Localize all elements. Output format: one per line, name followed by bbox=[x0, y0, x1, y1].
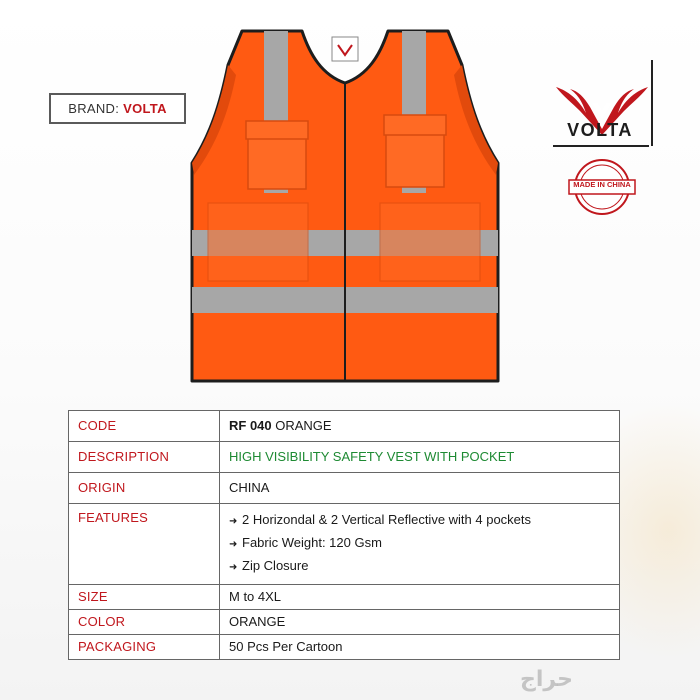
feature-text: Zip Closure bbox=[242, 558, 309, 573]
features-list bbox=[229, 504, 610, 584]
table-row-size bbox=[69, 585, 620, 610]
table-row-color bbox=[69, 610, 620, 635]
specification-table bbox=[68, 410, 620, 660]
features-label: FEATURES bbox=[69, 504, 220, 585]
arrow-right-icon: ➜ bbox=[229, 539, 238, 550]
feature-text: 2 Horizondal & 2 Vertical Reflective with 4 pockets bbox=[242, 512, 532, 527]
safety-vest-image bbox=[180, 25, 510, 390]
packaging-value: 50 Pcs Per Cartoon bbox=[220, 635, 620, 660]
list-item bbox=[229, 555, 610, 578]
logo-text: VOLTA bbox=[567, 120, 633, 140]
brand-name: VOLTA bbox=[123, 101, 167, 116]
features-value bbox=[220, 504, 620, 585]
description-label: DESCRIPTION bbox=[69, 442, 220, 473]
code-label: CODE bbox=[69, 411, 220, 442]
feature-text: Fabric Weight: 120 Gsm bbox=[242, 535, 382, 550]
brand-label-box bbox=[49, 93, 186, 124]
arrow-right-icon: ➜ bbox=[229, 562, 238, 573]
origin-value: CHINA bbox=[220, 473, 620, 504]
logo-side-rule bbox=[651, 60, 653, 146]
brand-label: BRAND: bbox=[68, 101, 120, 116]
table-row-features bbox=[69, 504, 620, 585]
color-label: COLOR bbox=[69, 610, 220, 635]
arrow-right-icon: ➜ bbox=[229, 516, 238, 527]
table-row-code bbox=[69, 411, 620, 442]
code-value bbox=[220, 411, 620, 442]
packaging-label: PACKAGING bbox=[69, 635, 220, 660]
description-value: HIGH VISIBILITY SAFETY VEST WITH POCKET bbox=[220, 442, 620, 473]
table-row-origin bbox=[69, 473, 620, 504]
code-number: RF 040 bbox=[229, 418, 272, 433]
table-row-packaging bbox=[69, 635, 620, 660]
made-in-china-text: MADE IN CHINA bbox=[573, 180, 631, 189]
logo-underline bbox=[553, 145, 649, 147]
code-suffix: ORANGE bbox=[271, 418, 332, 433]
size-label: SIZE bbox=[69, 585, 220, 610]
watermark: حراج bbox=[520, 667, 573, 692]
size-value: M to 4XL bbox=[220, 585, 620, 610]
color-value: ORANGE bbox=[220, 610, 620, 635]
table-row-description bbox=[69, 442, 620, 473]
origin-label: ORIGIN bbox=[69, 473, 220, 504]
list-item bbox=[229, 509, 610, 532]
list-item bbox=[229, 532, 610, 555]
